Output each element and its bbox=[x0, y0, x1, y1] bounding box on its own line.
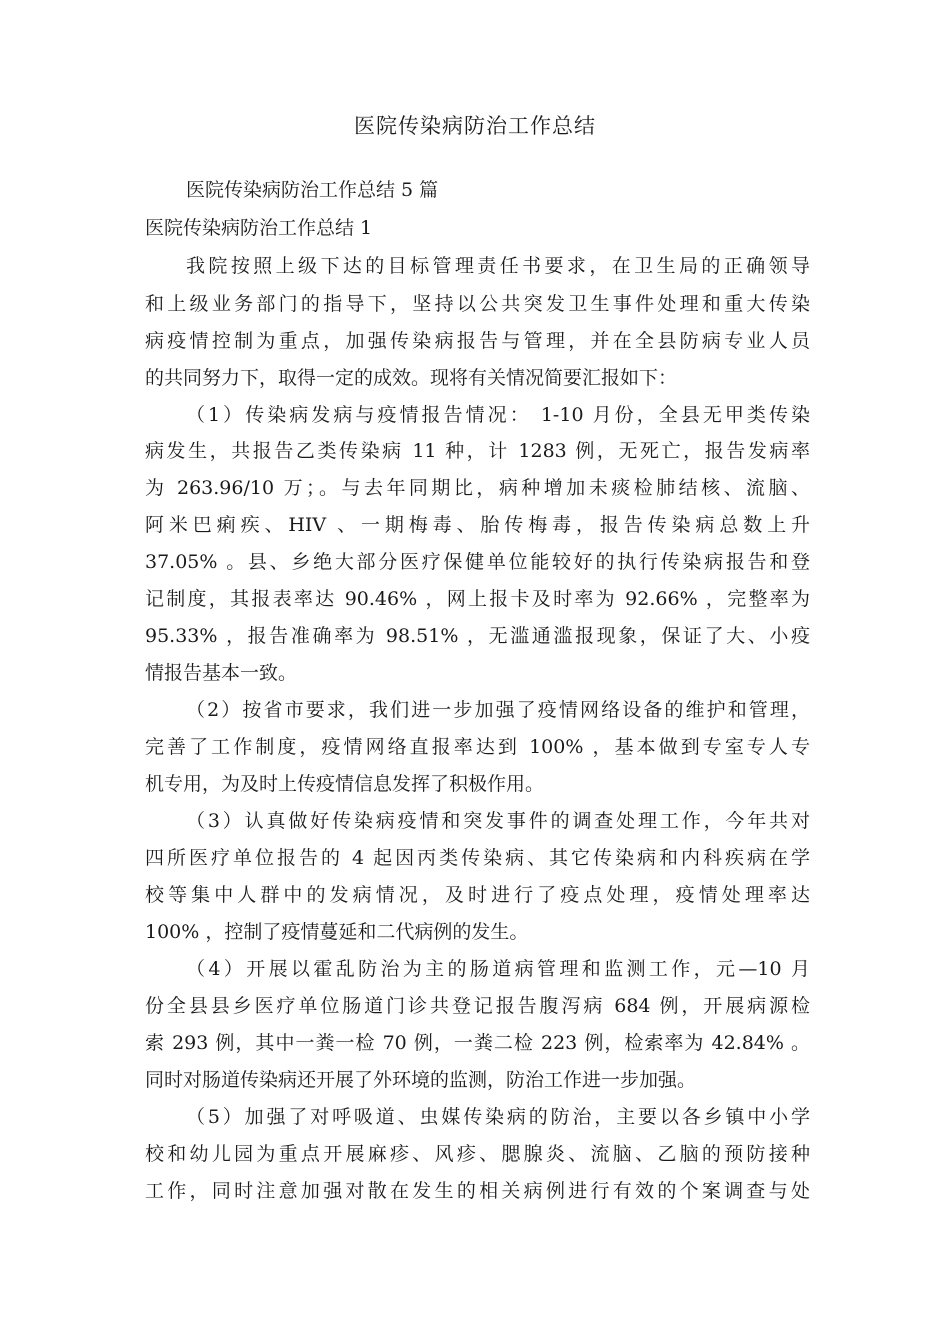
document-subtitle: 医院传染病防治工作总结 5 篇 bbox=[186, 179, 439, 201]
paragraph-line: （4）开展以霍乱防治为主的肠道病管理和监测工作，元—10 月 bbox=[186, 958, 810, 980]
paragraph-line: 机专用，为及时上传疫情信息发挥了积极作用。 bbox=[145, 773, 545, 795]
paragraph-line: 份全县县乡医疗单位肠道门诊共登记报告腹泻病 684 例，开展病源检 bbox=[145, 995, 810, 1017]
paragraph-line: 病疫情控制为重点，加强传染病报告与管理，并在全县防病专业人员 bbox=[145, 330, 810, 352]
paragraph-line: 同时对肠道传染病还开展了外环境的监测，防治工作进一步加强。 bbox=[145, 1069, 697, 1091]
paragraph-line: 索 293 例，其中一粪一检 70 例，一粪二检 223 例，检索率为 42.84% 。 bbox=[145, 1032, 810, 1054]
document-title: 医院传染病防治工作总结 bbox=[354, 114, 596, 138]
paragraph-line: 阿米巴痢疾、HIV 、一期梅毒、胎传梅毒，报告传染病总数上升 bbox=[145, 514, 810, 536]
paragraph-line: （3）认真做好传染病疫情和突发事件的调查处理工作，今年共对 bbox=[186, 810, 810, 832]
section-heading: 医院传染病防治工作总结 1 bbox=[145, 217, 373, 239]
paragraph-line: 工作，同时注意加强对散在发生的相关病例进行有效的个案调查与处 bbox=[145, 1180, 810, 1202]
paragraph-line: 100% ，控制了疫情蔓延和二代病例的发生。 bbox=[145, 921, 529, 943]
paragraph-line: 记制度，其报表率达 90.46% ，网上报卡及时率为 92.66% ，完整率为 bbox=[145, 588, 810, 610]
paragraph-line: 和上级业务部门的指导下，坚持以公共突发卫生事件处理和重大传染 bbox=[145, 293, 810, 315]
paragraph-line: 完善了工作制度，疫情网络直报率达到 100% ，基本做到专室专人专 bbox=[145, 736, 810, 758]
paragraph-line: 校等集中人群中的发病情况，及时进行了疫点处理，疫情处理率达 bbox=[145, 884, 810, 906]
paragraph-line: 病发生，共报告乙类传染病 11 种，计 1283 例，无死亡，报告发病率 bbox=[145, 440, 810, 462]
paragraph-line: 校和幼儿园为重点开展麻疹、风疹、腮腺炎、流脑、乙脑的预防接种 bbox=[145, 1143, 810, 1165]
paragraph-line: （1）传染病发病与疫情报告情况： 1-10 月份，全县无甲类传染 bbox=[186, 404, 810, 426]
paragraph-line: （2）按省市要求，我们进一步加强了疫情网络设备的维护和管理， bbox=[186, 699, 810, 721]
paragraph-line: 我院按照上级下达的目标管理责任书要求，在卫生局的正确领导 bbox=[186, 255, 810, 277]
paragraph-line: 为 263.96/10 万；。与去年同期比，病种增加未痰检肺结核、流脑、 bbox=[145, 477, 810, 499]
paragraph-line: 的共同努力下，取得一定的成效。现将有关情况简要汇报如下： bbox=[145, 367, 678, 389]
paragraph-line: 四所医疗单位报告的 4 起因丙类传染病、其它传染病和内科疾病在学 bbox=[145, 847, 810, 869]
paragraph-line: 情报告基本一致。 bbox=[145, 662, 298, 684]
paragraph-line: （5）加强了对呼吸道、虫媒传染病的防治，主要以各乡镇中小学 bbox=[186, 1106, 810, 1128]
paragraph-line: 95.33% ，报告准确率为 98.51% ，无滥通滥报现象，保证了大、小疫 bbox=[145, 625, 810, 647]
paragraph-line: 37.05% 。县、乡绝大部分医疗保健单位能较好的执行传染病报告和登 bbox=[145, 551, 810, 573]
